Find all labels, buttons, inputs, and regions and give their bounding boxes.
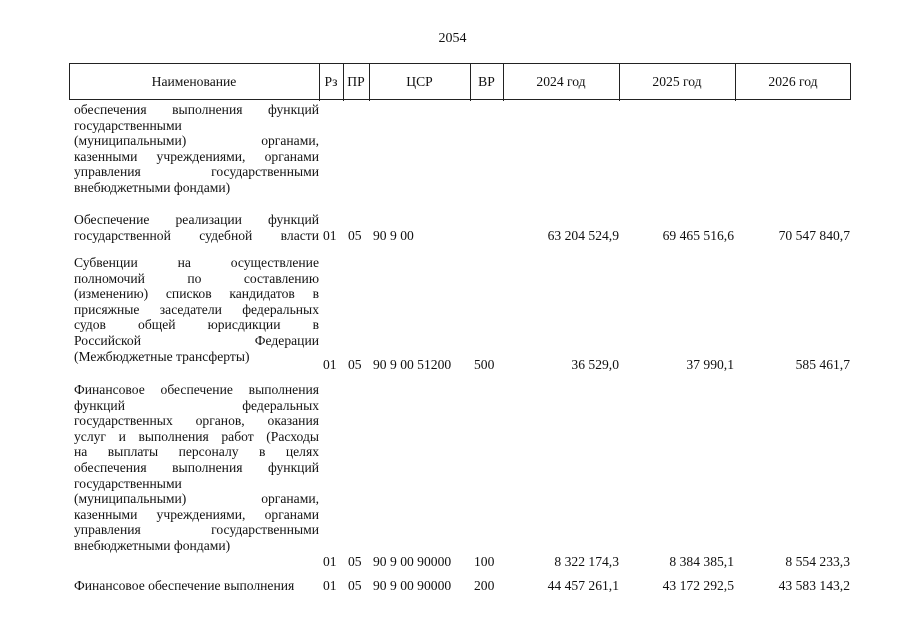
cell-rz: 01 (323, 554, 337, 569)
header-name: Наименование (151, 74, 237, 89)
cell-2026: 43 583 143,2 (778, 578, 850, 593)
cell-rz: 01 (323, 578, 337, 593)
cell-vr: 200 (474, 578, 495, 593)
header-pr: ПР (347, 74, 365, 89)
cell-vr: 100 (474, 554, 495, 569)
table-row-description (74, 212, 319, 243)
description-line: Российской Федерации (74, 332, 319, 348)
description-line: обеспечения выполнения функций (74, 459, 319, 475)
cell-rz: 01 (323, 228, 337, 243)
cell-pr: 05 (348, 228, 362, 243)
header-csr: ЦСР (406, 74, 433, 89)
description-line: государственными (74, 117, 182, 133)
cell-2025: 8 384 385,1 (669, 554, 734, 569)
description-line: (Межбюджетные трансферты) (74, 348, 250, 364)
description-line: Обеспечение реализации функций (74, 212, 319, 227)
cell-2026: 70 547 840,7 (778, 228, 850, 243)
table-row-description (74, 578, 319, 594)
cell-csr: 90 9 00 (373, 228, 414, 243)
description-line: государственными (74, 475, 182, 491)
description-line: внебюджетными фондами) (74, 179, 231, 195)
header-rz: Рз (324, 74, 338, 89)
cell-2025: 37 990,1 (686, 357, 734, 372)
cell-csr: 90 9 00 51200 (373, 357, 452, 372)
description-line: внебюджетными фондами) (74, 537, 231, 553)
table-row-description (74, 382, 319, 554)
cell-pr: 05 (348, 578, 362, 593)
description-line: обеспечения выполнения функций (74, 102, 319, 117)
description-line: Субвенции на осуществление (74, 255, 319, 270)
description-line: присяжные заседатели федеральных (74, 301, 319, 317)
cell-2025: 69 465 516,6 (662, 228, 734, 243)
header-2026: 2026 год (768, 74, 818, 89)
description-line: казенными учреждениями, органами (74, 148, 319, 164)
header-2025: 2025 год (652, 74, 702, 89)
page-number: 2054 (438, 31, 467, 46)
cell-2025: 43 172 292,5 (662, 578, 734, 593)
description-line: (муниципальными) органами, (74, 133, 319, 149)
cell-2026: 8 554 233,3 (785, 554, 850, 569)
header-2024: 2024 год (536, 74, 586, 89)
description-line: функций федеральных (74, 397, 319, 413)
description-line: управления государственными (74, 522, 319, 538)
cell-2026: 585 461,7 (795, 357, 850, 372)
description-line: (изменению) списков кандидатов в (74, 286, 319, 302)
cell-pr: 05 (348, 554, 362, 569)
cell-pr: 05 (348, 357, 362, 372)
description-line: государственных органов, оказания (74, 413, 319, 429)
cell-2024: 36 529,0 (571, 357, 619, 372)
table-row-description (74, 102, 319, 196)
table-row-description (74, 255, 319, 364)
header-vr: ВР (478, 74, 495, 89)
cell-2024: 63 204 524,9 (547, 228, 619, 243)
cell-vr: 500 (474, 357, 495, 372)
cell-rz: 01 (323, 357, 337, 372)
description-line: государственной судебной власти (74, 227, 319, 243)
description-line: услуг и выполнения работ (Расходы (74, 428, 319, 444)
description-line: казенными учреждениями, органами (74, 506, 319, 522)
cell-csr: 90 9 00 90000 (373, 578, 452, 593)
cell-2024: 44 457 261,1 (547, 578, 619, 593)
description-line: (муниципальными) органами, (74, 491, 319, 507)
description-line: Финансовое обеспечение выполнения (74, 578, 295, 593)
cell-2024: 8 322 174,3 (554, 554, 619, 569)
description-line: судов общей юрисдикции в (74, 317, 319, 333)
cell-csr: 90 9 00 90000 (373, 554, 452, 569)
description-line: на выплаты персоналу в целях (74, 444, 319, 460)
description-line: полномочий по составлению (74, 270, 319, 286)
description-line: Финансовое обеспечение выполнения (74, 382, 319, 397)
description-line: управления государственными (74, 164, 319, 180)
